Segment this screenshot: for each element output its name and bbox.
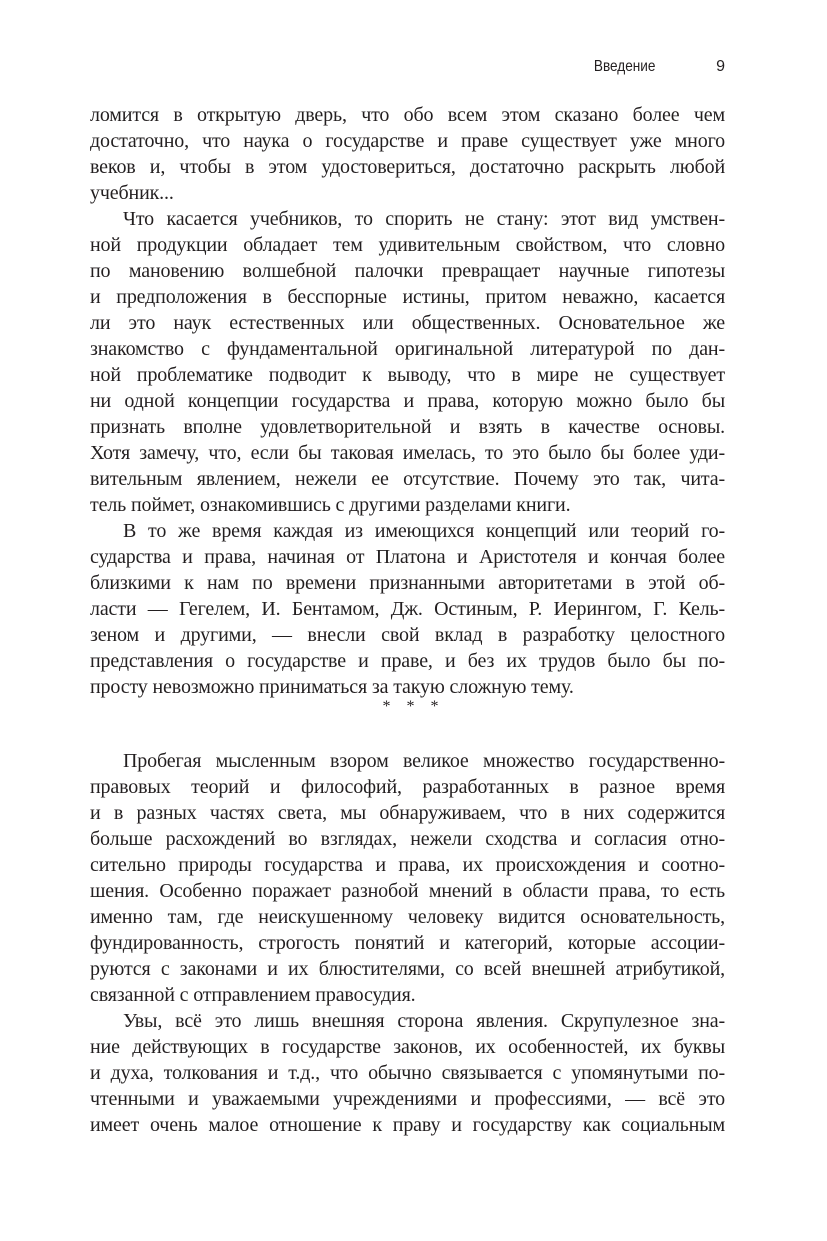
text-line: ломится в открытую дверь, что обо всем этом сказано более чем — [90, 104, 725, 126]
text-line: руются с законами и их блюстителями, со всей внешней атрибутикой, — [90, 958, 725, 980]
text-line: вительным явлением, нежели ее отсутствие. Почему это так, чита- — [90, 468, 725, 490]
body-text-lower — [90, 748, 725, 1138]
text-line: Что касается учебников, то спорить не стану: этот вид умствен- — [123, 208, 725, 230]
text-line: ние действующих в государстве законов, их особенностей, их буквы — [90, 1036, 725, 1058]
text-line: шения. Особенно поражает разнобой мнений в области права, то есть — [90, 880, 725, 902]
text-line: больше расхождений во взглядах, нежели сходства и согласия отно- — [90, 828, 725, 850]
text-line: просту невозможно приниматься за такую сложную тему. — [90, 676, 574, 698]
section-break: * * * — [382, 698, 445, 715]
text-line: достаточно, что наука о государстве и праве существует уже много — [90, 130, 725, 152]
text-line: Пробегая мысленным взором великое множество государственно- — [123, 750, 725, 772]
text-line: учебник... — [90, 182, 174, 204]
text-line: имеет очень малое отношение к праву и государству как социальным — [90, 1114, 725, 1136]
text-line: именно там, где неискушенному человеку видится основательность, — [90, 906, 725, 928]
text-line: и предположения в бесспорные истины, притом неважно, касается — [90, 286, 725, 308]
text-line: Увы, всё это лишь внешняя сторона явления. Скрупулезное зна- — [123, 1010, 725, 1032]
text-line: В то же время каждая из имеющихся концепций или теорий го- — [123, 520, 725, 542]
text-line: фундированность, строгость понятий и категорий, которые ассоции- — [90, 932, 725, 954]
text-line: правовых теорий и философий, разработанных в разное время — [90, 776, 725, 798]
text-line: близкими к нам по времени признанными авторитетами в этой об- — [90, 572, 725, 594]
text-line: Хотя замечу, что, если бы таковая имелась, то это было бы более уди- — [90, 442, 725, 464]
running-head — [0, 56, 827, 82]
chapter-title: Введение — [593, 58, 655, 75]
text-line: зеном и другими, — внесли свой вклад в разработку целостного — [90, 624, 725, 646]
text-line: ной продукции обладает тем удивительным свойством, что словно — [90, 234, 725, 256]
text-line: представления о государстве и праве, и без их трудов было бы по- — [90, 650, 725, 672]
text-line: ли это наук естественных или общественных. Основательное же — [90, 312, 725, 334]
paragraph — [90, 1008, 725, 1138]
text-line: ласти — Гегелем, И. Бентамом, Дж. Остиным, Р. Иерингом, Г. Кель- — [90, 598, 725, 620]
text-line: и в разных частях света, мы обнаруживаем, что в них содержится — [90, 802, 725, 824]
text-line: ни одной концепции государства и права, которую можно было бы — [90, 390, 725, 412]
paragraph — [90, 206, 725, 518]
text-line: чтенными и уважаемыми учреждениями и профессиями, — всё это — [90, 1088, 725, 1110]
body-text-upper — [90, 102, 725, 700]
text-line: веков и, чтобы в этом удостовериться, достаточно раскрыть любой — [90, 156, 725, 178]
paragraph — [90, 748, 725, 1008]
text-line: знакомство с фундаментальной оригинальной литературой по дан- — [90, 338, 725, 360]
text-line: сительно природы государства и права, их происхождения и соотно- — [90, 854, 725, 876]
text-line: ной проблематике подводит к выводу, что в мире не существует — [90, 364, 725, 386]
text-line: признать вполне удовлетворительной и взять в качестве основы. — [90, 416, 725, 438]
text-line: тель поймет, ознакомившись с другими разделами книги. — [90, 494, 571, 516]
page-number: 9 — [716, 58, 725, 75]
text-line: связанной с отправлением правосудия. — [90, 984, 416, 1006]
text-line: по мановению волшебной палочки превращает научные гипотезы — [90, 260, 725, 282]
text-line: сударства и права, начиная от Платона и Аристотеля и кончая более — [90, 546, 725, 568]
paragraph — [90, 102, 725, 206]
paragraph — [90, 518, 725, 700]
text-line: и духа, толкования и т.д., что обычно связывается с упомянутыми по- — [90, 1062, 725, 1084]
